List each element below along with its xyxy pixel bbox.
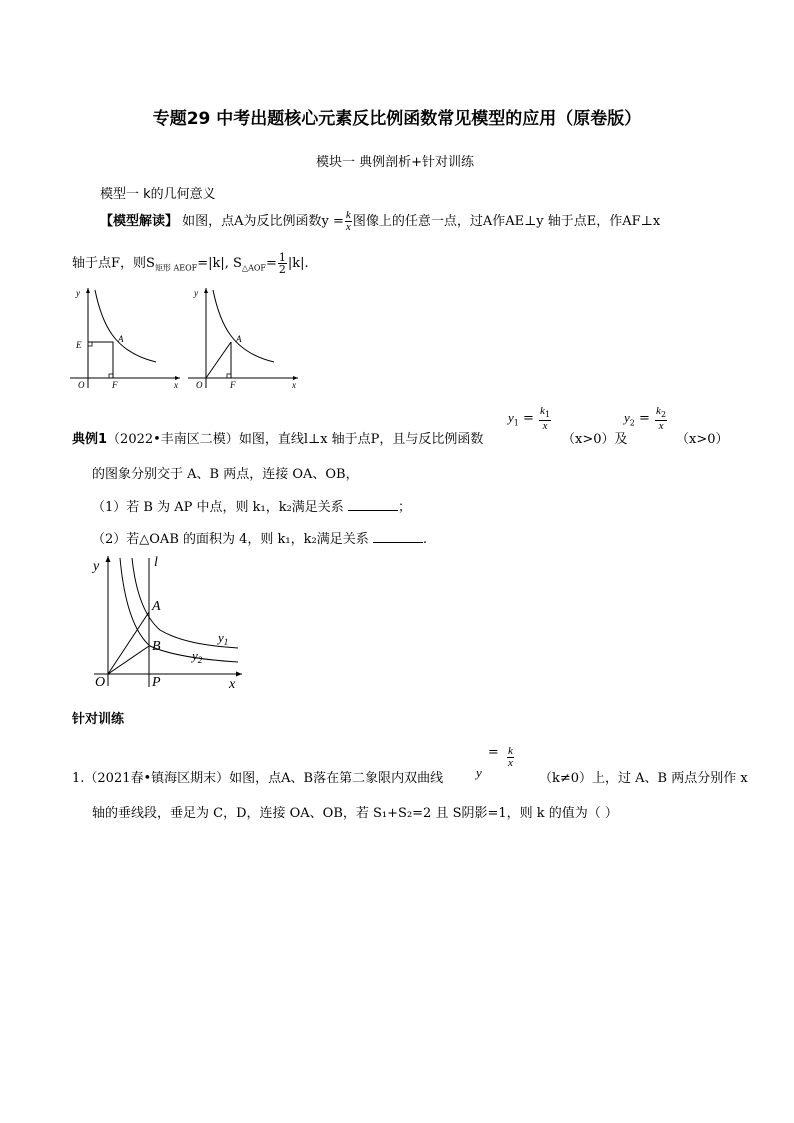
figure-example1: [88, 552, 248, 692]
fig3-label-a: A: [152, 599, 161, 614]
model-explain-text2: 图像上的任意一点，过A作AE⊥y 轴于点E，作AF⊥x: [352, 214, 661, 229]
figure-triangle-model: [184, 284, 304, 392]
problem1-function: y = $\frac{k}{x}$: [476, 745, 513, 780]
fig2-label-o: O: [196, 380, 203, 390]
problem1-line1: 1.（2021春•镇海区期末）如图，点A、B落在第二象限内双曲线: [72, 771, 444, 786]
page-title: 专题29 中考出题核心元素反比例函数常见模型的应用（原卷版）: [152, 109, 642, 129]
example1-question2: （2）若△OAB 的面积为 4，则 k₁，k₂满足关系 .: [92, 532, 427, 547]
example1-tag: 典例1: [72, 432, 108, 447]
fig3-label-y2: $y_2$: [192, 648, 203, 665]
fig1-label-e: E: [76, 340, 82, 350]
fig1-label-a: A: [118, 334, 124, 344]
example1-function-y2: $y_2$ = $\frac{k_2}{x}$: [624, 405, 667, 433]
fig3-label-y1: $y_1$: [218, 630, 229, 647]
half-fraction: $\frac{1}{2}$: [278, 251, 286, 276]
module-heading: 模块一 典例剖析+针对训练: [316, 155, 475, 170]
model-explain-tag: 【模型解读】: [100, 214, 179, 229]
example1-question1: （1）若 B 为 AP 中点，则 k₁，k₂满足关系 ；: [92, 500, 411, 515]
fig3-label-x: x: [229, 677, 236, 692]
fig2-label-x: x: [292, 380, 296, 390]
problem1-cond: （k≠0）上，过 A、B 两点分别作 x: [539, 771, 748, 786]
fig3-label-b: B: [152, 639, 161, 654]
fig1-label-f: F: [112, 380, 118, 390]
fig2-label-y: y: [194, 288, 198, 298]
model-explain-line2: 轴于点F，则$S_{矩形 AEOF}=|k|$, $S_{\triangle AOF}=$ $\frac{1}{2}$ |k|.: [72, 251, 309, 276]
practice-heading: 针对训练: [72, 712, 125, 727]
fig2-label-f: F: [230, 380, 236, 390]
example1-function-y1: $y_1$ = $\frac{k_1}{x}$: [508, 405, 551, 433]
fig3-label-y: y: [93, 559, 100, 574]
problem1-line2: 轴的垂线段，垂足为 C，D，连接 OA、OB，若 S₁+S₂=2 且 S阴影=1，则 k 的值为（ ）: [92, 806, 618, 821]
fig2-label-a: A: [236, 334, 242, 344]
example1-line1: 典例1（2022•丰南区二模）如图，直线l⊥x 轴于点P，且与反比例函数: [72, 432, 484, 447]
figure-rectangle-model: [66, 284, 186, 392]
example1-cond2: （x>0）: [676, 432, 729, 447]
answer-blank-1[interactable]: [348, 498, 398, 511]
example1-cond1: （x>0）及: [562, 432, 628, 447]
model-explain-line1: [100, 210, 660, 233]
answer-blank-2[interactable]: [373, 530, 423, 543]
fig3-label-l: l: [154, 555, 158, 570]
model-explain-fraction: $\frac{k}{x}$: [345, 209, 351, 233]
model-heading: 模型一 k的几何意义: [100, 187, 216, 202]
model-explain-text1: 如图，点A为反比例函数y =: [182, 214, 344, 229]
fig1-label-y: y: [76, 288, 80, 298]
fig1-label-o: O: [78, 380, 85, 390]
fig1-label-x: x: [174, 380, 178, 390]
fig3-label-p: P: [152, 675, 161, 690]
example1-line2: 的图象分别交于 A、B 两点，连接 OA、OB，: [92, 467, 359, 482]
fig3-label-o: O: [95, 675, 106, 690]
